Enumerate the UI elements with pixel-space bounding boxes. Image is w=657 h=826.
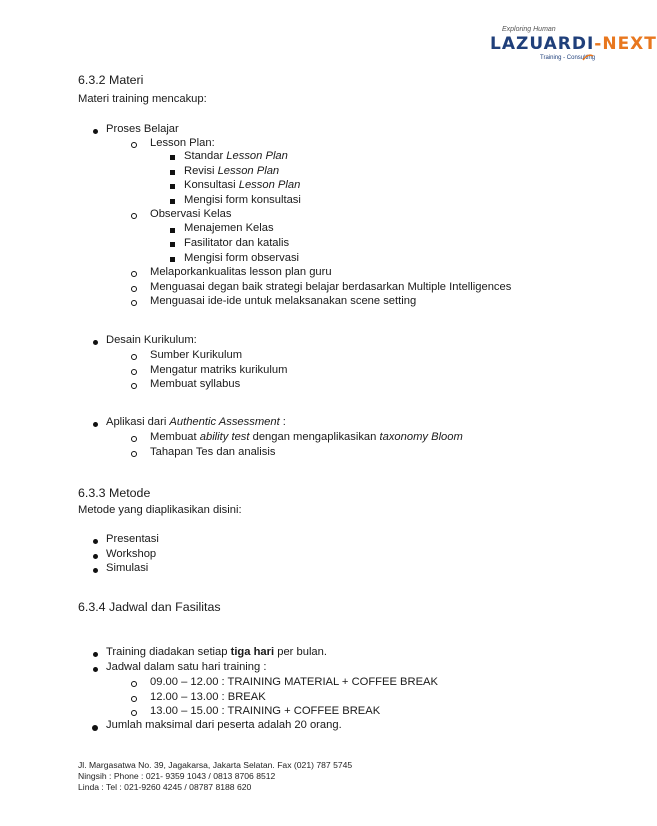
jadwal-item: Jumlah maksimal dari peserta adalah 20 orang. [106, 719, 342, 731]
logo-subline: Training - Consulting [540, 55, 596, 61]
square-bullet-icon [170, 228, 175, 233]
bullet-icon [92, 725, 98, 731]
circle-bullet-icon [131, 213, 137, 219]
heading-jadwal: 6.3.4 Jadwal dan Fasilitas [78, 600, 221, 614]
item-bold: tiga hari [230, 646, 275, 658]
footer-contact: Ningsih : Phone : 021- 9359 1043 / 0813 8706 8512 [78, 771, 276, 781]
schedule-slot: 12.00 – 13.00 : BREAK [150, 691, 266, 703]
materi-sub-lesson-plan: Lesson Plan: [150, 137, 215, 149]
lesson-plan-item: Mengisi form konsultasi [184, 194, 301, 206]
lesson-plan-item-emphasis: Lesson Plan [238, 179, 301, 191]
square-bullet-icon [170, 155, 175, 160]
circle-bullet-icon [131, 451, 137, 457]
observasi-item: Mengisi form observasi [184, 252, 300, 264]
bullet-icon [93, 539, 98, 544]
bullet-icon [93, 340, 98, 345]
item-text: per bulan. [274, 646, 327, 658]
bullet-icon [93, 554, 98, 559]
observasi-item: Menajemen Kelas [184, 222, 274, 234]
heading-materi: 6.3.2 Materi [78, 73, 144, 87]
lesson-plan-item [184, 179, 300, 191]
materi-sub-item: Menguasai degan baik strategi belajar berdasarkan Multiple Intelligences [150, 281, 512, 293]
materi-item-proses-belajar: Proses Belajar [106, 123, 179, 135]
materi-sub-observasi-kelas: Observasi Kelas [150, 208, 232, 220]
item-emphasis: ability test [199, 431, 250, 443]
square-bullet-icon [170, 199, 175, 204]
circle-bullet-icon [131, 286, 137, 292]
item-emphasis: taxonomy Bloom [379, 431, 463, 443]
metode-intro: Metode yang diaplikasikan disini: [78, 504, 242, 516]
jadwal-item: Jadwal dalam satu hari training : [106, 661, 267, 673]
materi-sub-item: Tahapan Tes dan analisis [150, 446, 276, 458]
materi-item-authentic-assessment [106, 416, 286, 428]
materi-sub-item [150, 431, 463, 443]
item-text: Training diadakan setiap [106, 646, 231, 658]
bullet-icon [93, 667, 98, 672]
circle-bullet-icon [131, 436, 137, 442]
lesson-plan-item-emphasis: Lesson Plan [217, 165, 280, 177]
circle-bullet-icon [131, 383, 137, 389]
footer-contact: Linda : Tel : 021-9260 4245 / 08787 8188 620 [78, 782, 252, 792]
lesson-plan-item-emphasis: Lesson Plan [226, 150, 288, 162]
circle-bullet-icon [131, 369, 137, 375]
lesson-plan-item [184, 165, 279, 177]
circle-bullet-icon [131, 142, 137, 148]
circle-bullet-icon [131, 681, 137, 687]
bullet-icon [93, 568, 98, 573]
materi-sub-item: Menguasai ide-ide untuk melaksanakan scene setting [150, 295, 417, 307]
jadwal-item [106, 646, 327, 658]
lesson-plan-item-text: Standar [184, 150, 227, 162]
logo-brand-name: LAZUARDI [490, 34, 595, 54]
item-text: dengan mengaplikasikan [249, 431, 380, 443]
item-text: : [279, 416, 286, 428]
square-bullet-icon [170, 242, 175, 247]
circle-bullet-icon [131, 300, 137, 306]
logo-tagline: Exploring Human [502, 26, 556, 33]
square-bullet-icon [170, 184, 175, 189]
footer-address: Jl. Margasatwa No. 39, Jagakarsa, Jakarta Selatan. Fax (021) 787 5745 [78, 760, 353, 770]
lesson-plan-item-text: Revisi [184, 165, 218, 177]
item-text: Aplikasi dari [106, 416, 170, 428]
bullet-icon [93, 652, 98, 657]
logo-swoosh-icon [582, 52, 594, 62]
lesson-plan-item-text: Konsultasi [184, 179, 239, 191]
item-text: Membuat [150, 431, 200, 443]
materi-sub-item: Mengatur matriks kurikulum [150, 364, 288, 376]
bullet-icon [93, 422, 98, 427]
circle-bullet-icon [131, 271, 137, 277]
square-bullet-icon [170, 170, 175, 175]
bullet-icon [93, 129, 98, 134]
materi-sub-item: Melaporkankualitas lesson plan guru [150, 266, 332, 278]
metode-item: Workshop [106, 548, 157, 560]
materi-sub-item: Membuat syllabus [150, 378, 241, 390]
materi-intro: Materi training mencakup: [78, 93, 207, 105]
company-logo [484, 26, 657, 66]
schedule-slot: 09.00 – 12.00 : TRAINING MATERIAL + COFFEE BREAK [150, 676, 438, 688]
item-emphasis: Authentic Assessment [169, 416, 280, 428]
schedule-slot: 13.00 – 15.00 : TRAINING + COFFEE BREAK [150, 705, 381, 717]
materi-sub-item: Sumber Kurikulum [150, 349, 243, 361]
circle-bullet-icon [131, 354, 137, 360]
materi-item-desain-kurikulum: Desain Kurikulum: [106, 334, 197, 346]
square-bullet-icon [170, 257, 175, 262]
heading-metode: 6.3.3 Metode [78, 486, 151, 500]
metode-item: Presentasi [106, 533, 159, 545]
logo-brand [490, 34, 657, 54]
lesson-plan-item [184, 150, 288, 162]
logo-brand-suffix: -NEXT [594, 34, 657, 54]
circle-bullet-icon [131, 710, 137, 716]
observasi-item: Fasilitator dan katalis [184, 237, 290, 249]
circle-bullet-icon [131, 696, 137, 702]
metode-item: Simulasi [106, 562, 149, 574]
